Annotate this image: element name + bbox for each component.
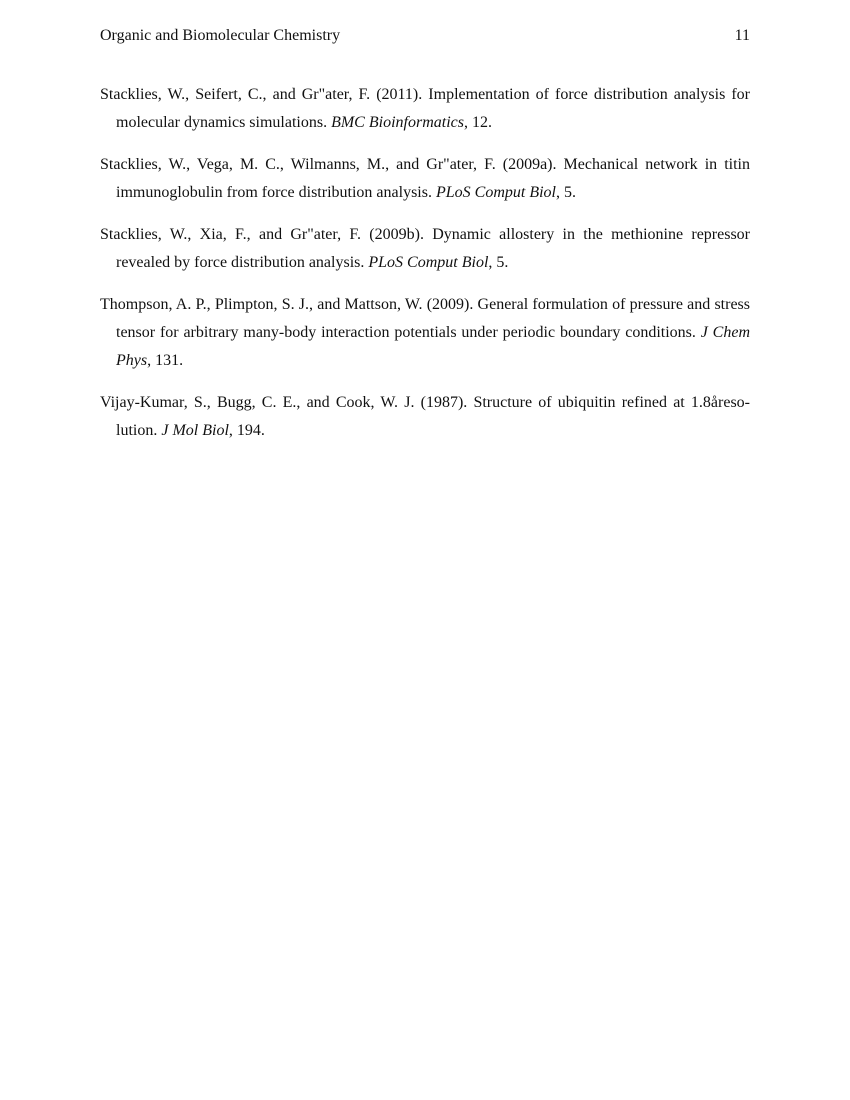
- reference-journal: J Chem Phys: [116, 324, 750, 369]
- page-number: 11: [734, 27, 750, 44]
- reference-text: Stacklies, W., Xia, F., and Gr"ater, F. (2009b). Dynamic allostery in the methionine repressor revealed by force distribution analysis.: [100, 226, 750, 271]
- reference-text: Stacklies, W., Seifert, C., and Gr"ater, F. (2011). Implementation of force distribution analysis for molecular dynamics simulations.: [100, 86, 750, 131]
- reference-text: Stacklies, W., Vega, M. C., Wilmanns, M., and Gr"ater, F. (2009a). Mechanical network in titin immunoglobulin from force distribution analysis.: [100, 156, 750, 201]
- reference-entry: [100, 221, 750, 277]
- reference-volume: , 5.: [555, 184, 576, 201]
- reference-entry: [100, 81, 750, 137]
- reference-volume: , 12.: [463, 114, 492, 131]
- reference-entry: [100, 151, 750, 207]
- reference-volume: , 194.: [228, 422, 265, 439]
- reference-entry: [100, 291, 750, 375]
- page-header: [100, 25, 750, 47]
- reference-list: [100, 81, 750, 459]
- reference-volume: , 5.: [488, 254, 509, 271]
- reference-text: Thompson, A. P., Plimpton, S. J., and Mattson, W. (2009). General formulation of pressure and stress tensor for arbitrary many-body interaction potentials under periodic boundary conditions.: [100, 296, 750, 341]
- reference-entry: [100, 389, 750, 445]
- reference-text: Vijay-Kumar, S., Bugg, C. E., and Cook, W. J. (1987). Structure of ubiquitin refined at 1.8åresolution.: [100, 394, 750, 439]
- reference-journal: J Mol Biol: [161, 422, 229, 439]
- reference-volume: , 131.: [147, 352, 184, 369]
- reference-journal: BMC Bioinformatics: [331, 114, 464, 131]
- reference-journal: PLoS Comput Biol: [368, 254, 489, 271]
- reference-journal: PLoS Comput Biol: [435, 184, 556, 201]
- running-title: Organic and Biomolecular Chemistry: [100, 27, 341, 44]
